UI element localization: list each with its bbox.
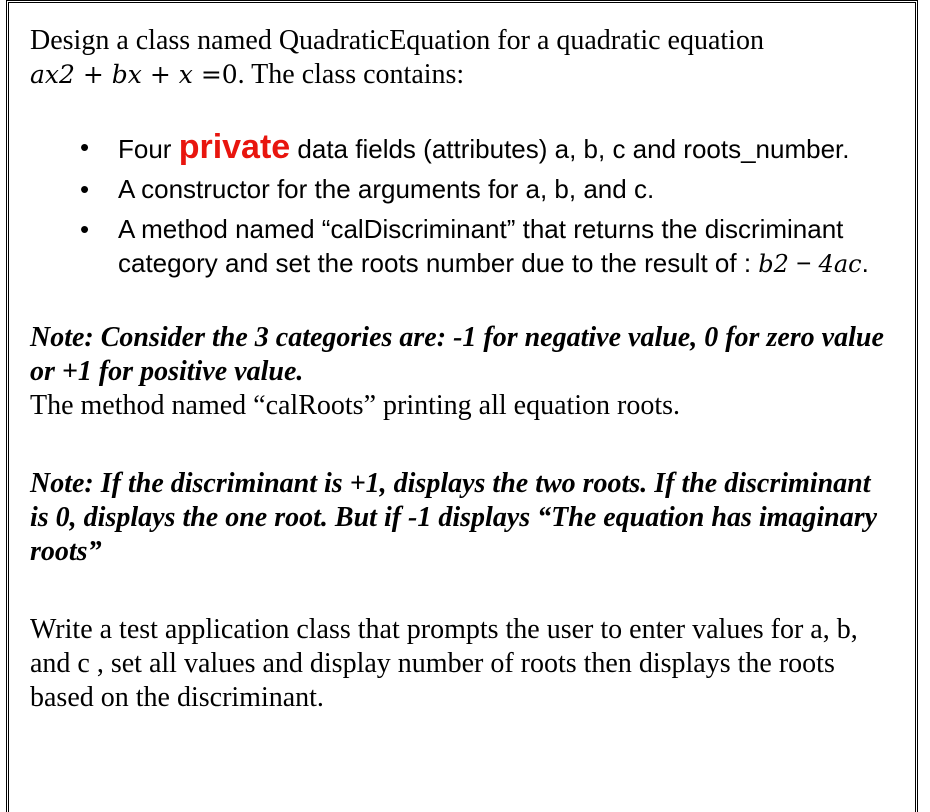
equation-ax2: ax2 [30,60,75,89]
equation-plus: + [149,60,171,89]
formula-4ac: 4ac [818,250,862,278]
intro-paragraph [30,24,890,92]
item-text: Four [118,134,179,164]
note-discriminant: Note: If the discriminant is +1, displays the two roots. If the discriminant is 0, displays the one root. But if -1 displays “The equation has imaginary roots” [30,468,878,567]
item-text: data fields (attributes) a, b, c and roots_number. [290,134,850,164]
equation-x: x [178,60,193,89]
formula-minus: − [788,248,819,278]
intro-tail: . The class contains: [237,59,465,90]
requirements-list [30,130,890,281]
equation-plus: + [82,60,104,89]
document-content [30,24,890,715]
item-text: A constructor for the arguments for a, b, and c. [118,174,655,204]
method-calroots: The method named “calRoots” printing all equation roots. [30,390,681,421]
bullet-icon: • [80,132,90,162]
bullet-icon: • [80,174,90,204]
private-emphasis: private [178,128,291,166]
equation-zero: 0 [221,60,238,89]
item-text: A method named “calDiscriminant” that returns the discriminant category and set the roots number due to the result of : [118,214,844,278]
formula-end: . [861,248,869,278]
equation-bx: bx [111,60,142,89]
equation [30,60,238,89]
intro-line: Design a class named QuadraticEquation for a quadratic equation [30,25,764,56]
note-categories: Note: Consider the 3 categories are: -1 for negative value, 0 for zero value or +1 for positive value. [30,322,884,387]
list-item [30,212,890,281]
list-item [30,172,890,206]
formula-b2: b2 [758,250,789,278]
equation-equals: = [200,60,222,89]
test-application: Write a test application class that prompts the user to enter values for a, b, and c , set all values and display number of roots then displays the roots based on the discriminant. [30,614,858,713]
bullet-icon: • [80,214,90,244]
list-item [30,130,890,166]
